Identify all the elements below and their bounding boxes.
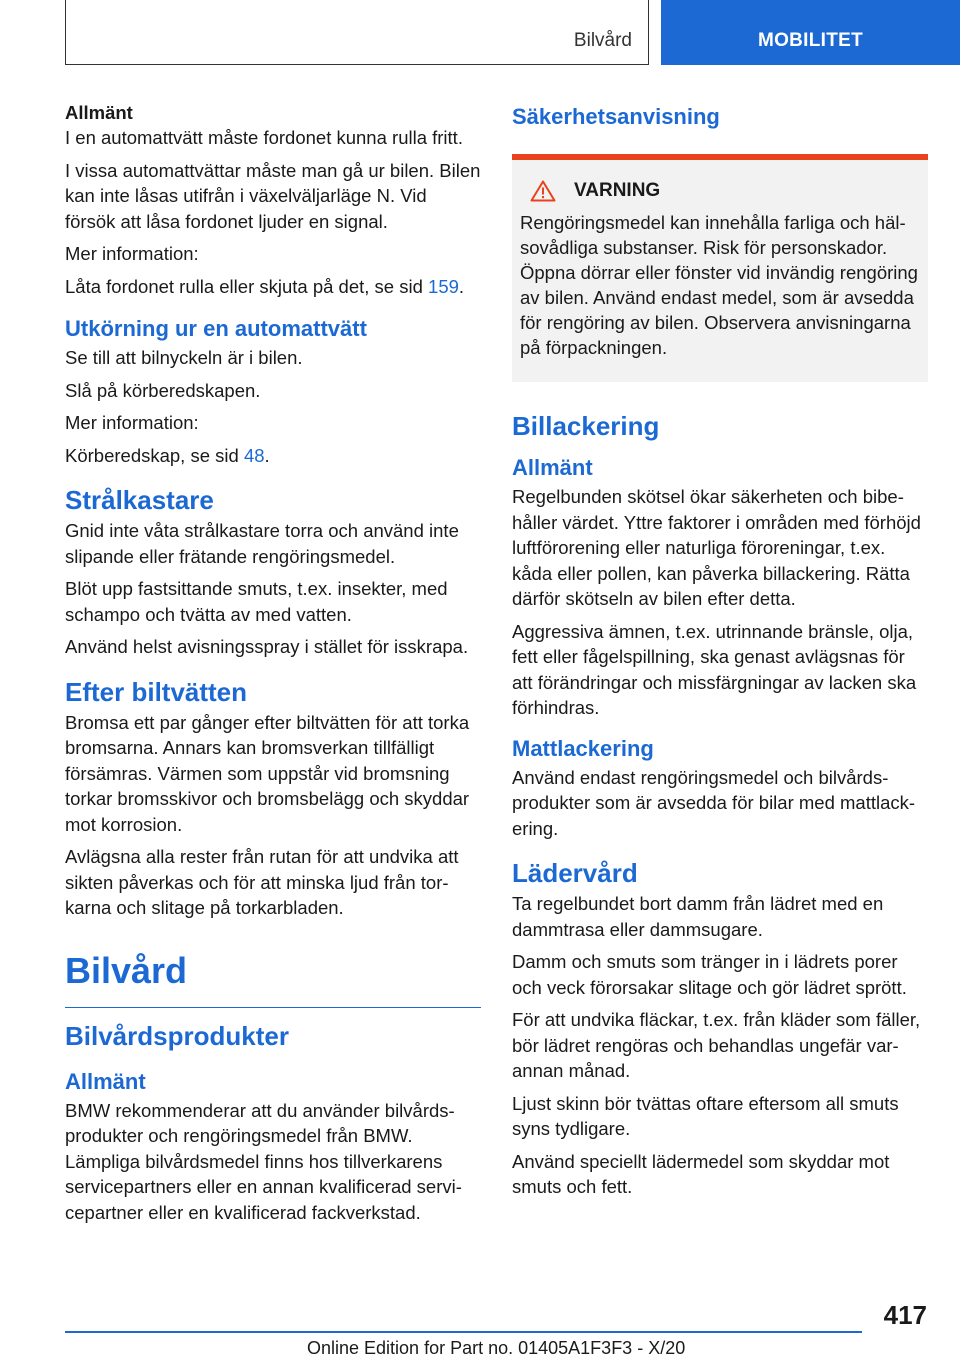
paragraph: Mer information: [65, 412, 199, 433]
paragraph: Se till att bilnyckeln är i bilen. [65, 347, 303, 368]
paragraph-end: . [458, 275, 465, 297]
page-link-48[interactable]: 48 [243, 444, 265, 466]
warning-text: Rengöringsmedel kan innehålla farliga och hälsovådliga substanser. Risk för personskador. Öppna dörrar eller fönster vid invändig rengöring av bilen. Använd endast medel, som är avsedda för rengöring av bilen. Observera anvisningarna på förpackningen. [520, 212, 918, 358]
paragraph: Blöt upp fastsittande smuts, t.ex. insekter, med schampo och tvätta av med vatten. [65, 578, 448, 625]
sakerhetsanvisning-heading: Säkerhetsanvisning [512, 104, 720, 129]
paragraph: Bromsa ett par gånger efter biltvätten för att torka bromsarna. Annars kan bromsverkan tillfälligt försämras. Värmen som uppstår vid bromsning torkar bromsskivor och bromsbelägg och skyddar mot korrosion. [65, 711, 470, 835]
footer-edition-text: Online Edition for Part no. 01405A1F3F3 - X/20 [307, 1338, 686, 1358]
mattlackering-heading: Mattlackering [512, 735, 654, 761]
header-chapter-label: MOBILITET [757, 30, 864, 51]
paragraph-with-link [65, 443, 481, 469]
paragraph-text: Låta fordonet rulla eller skjuta på det, se sid [65, 275, 429, 297]
paragraph-end: . [264, 444, 270, 466]
paragraph-with-link [65, 274, 481, 300]
paragraph: BMW rekommenderar att du använder bilvårdsprodukter och rengöringsmedel från BMW. Lämpliga bilvårdsmedel finns hos tillverkarens servicepartners eller en annan kvalificerad servicepartner eller en kvalificerad fackverkstad. [65, 1099, 462, 1223]
paragraph: Använd endast rengöringsmedel och bilvårdsprodukter som är avsedda för bilar med mattlackering. [512, 766, 916, 839]
paragraph: I vissa automattvättar måste man gå ur bilen. Bilen kan inte låsas utifrån i växelväljarläge N. Vid försök att låsa fordonet ljuder en signal. [65, 159, 481, 232]
allmant-heading: Allmänt [65, 102, 133, 123]
billackering-heading: Billackering [512, 411, 660, 441]
left-column [65, 100, 481, 1232]
paragraph: Damm och smuts som tränger in i lädrets porer och veck förorsakar slitage och gör lädret sprött. [512, 951, 907, 998]
paragraph: Slå på körberedskapen. [65, 379, 261, 401]
paragraph: För att undvika fläckar, t.ex. från kläder som fäller, bör lädret rengöras och behandlas ungefär varannan månad. [512, 1009, 921, 1081]
paragraph: Använd speciellt lädermedel som skyddar mot smuts och fett. [512, 1150, 890, 1197]
header-chapter-tab[interactable] [661, 0, 960, 65]
paragraph: Aggressiva ämnen, t.ex. utrinnande bränsle, olja, fett eller fågelspillning, ska genast avlägsnas för att förändringar och missfärgningar av lacken ska förhindras. [512, 620, 917, 718]
ladervard-heading: Lädervård [512, 858, 638, 888]
paragraph: Ljust skinn bör tvättas oftare eftersom all smuts syns tydligare. [512, 1092, 899, 1139]
allmant-subheading: Allmänt [512, 455, 593, 480]
paragraph: Använd helst avisningsspray i stället för isskrapa. [65, 636, 469, 657]
page-link-159[interactable]: 159 [428, 275, 459, 297]
paragraph-text: Körberedskap, se sid [65, 444, 244, 466]
paragraph: Regelbunden skötsel ökar säkerheten och bibehåller värdet. Yttre faktorer i områden med förhöjd luftförorening eller naturliga föroreningar, t.ex. kåda eller pollen, kan påverka billackering. Rätta därför skötseln av bilen efter detta. [512, 486, 921, 609]
warning-header [520, 180, 920, 202]
footer-divider [65, 1331, 862, 1333]
paragraph: Mer information: [65, 243, 199, 264]
paragraph: I en automattvätt måste fordonet kunna rulla fritt. [65, 127, 463, 148]
paragraph: Gnid inte våta strålkastare torra och använd inte slipande eller frätande rengöringsmedel. [65, 520, 459, 567]
bilvardsprodukter-heading: Bilvårdsprodukter [65, 1020, 289, 1051]
right-column [512, 100, 928, 1207]
warning-label: VARNING [574, 180, 661, 201]
paragraph: Ta regelbundet bort damm från lädret med en dammtrasa eller dammsugare. [512, 893, 884, 940]
header-section-box [65, 0, 649, 65]
warning-triangle-icon [530, 180, 556, 202]
header-section-title: Bilvård [573, 30, 632, 51]
utkorning-heading: Utkörning ur en automattvätt [65, 316, 367, 341]
allmant-subheading: Allmänt [65, 1068, 146, 1094]
warning-box [512, 154, 928, 382]
bilvard-chapter-heading: Bilvård [65, 949, 481, 1008]
stralkastare-heading: Strålkastare [65, 485, 214, 515]
paragraph: Avlägsna alla rester från rutan för att undvika att sikten påverkas och för att minska ljud från torkarna och slitage på torkarbladen. [65, 846, 459, 918]
efter-biltvatten-heading: Efter biltvätten [65, 676, 248, 707]
page-number: 417 [883, 1300, 927, 1330]
